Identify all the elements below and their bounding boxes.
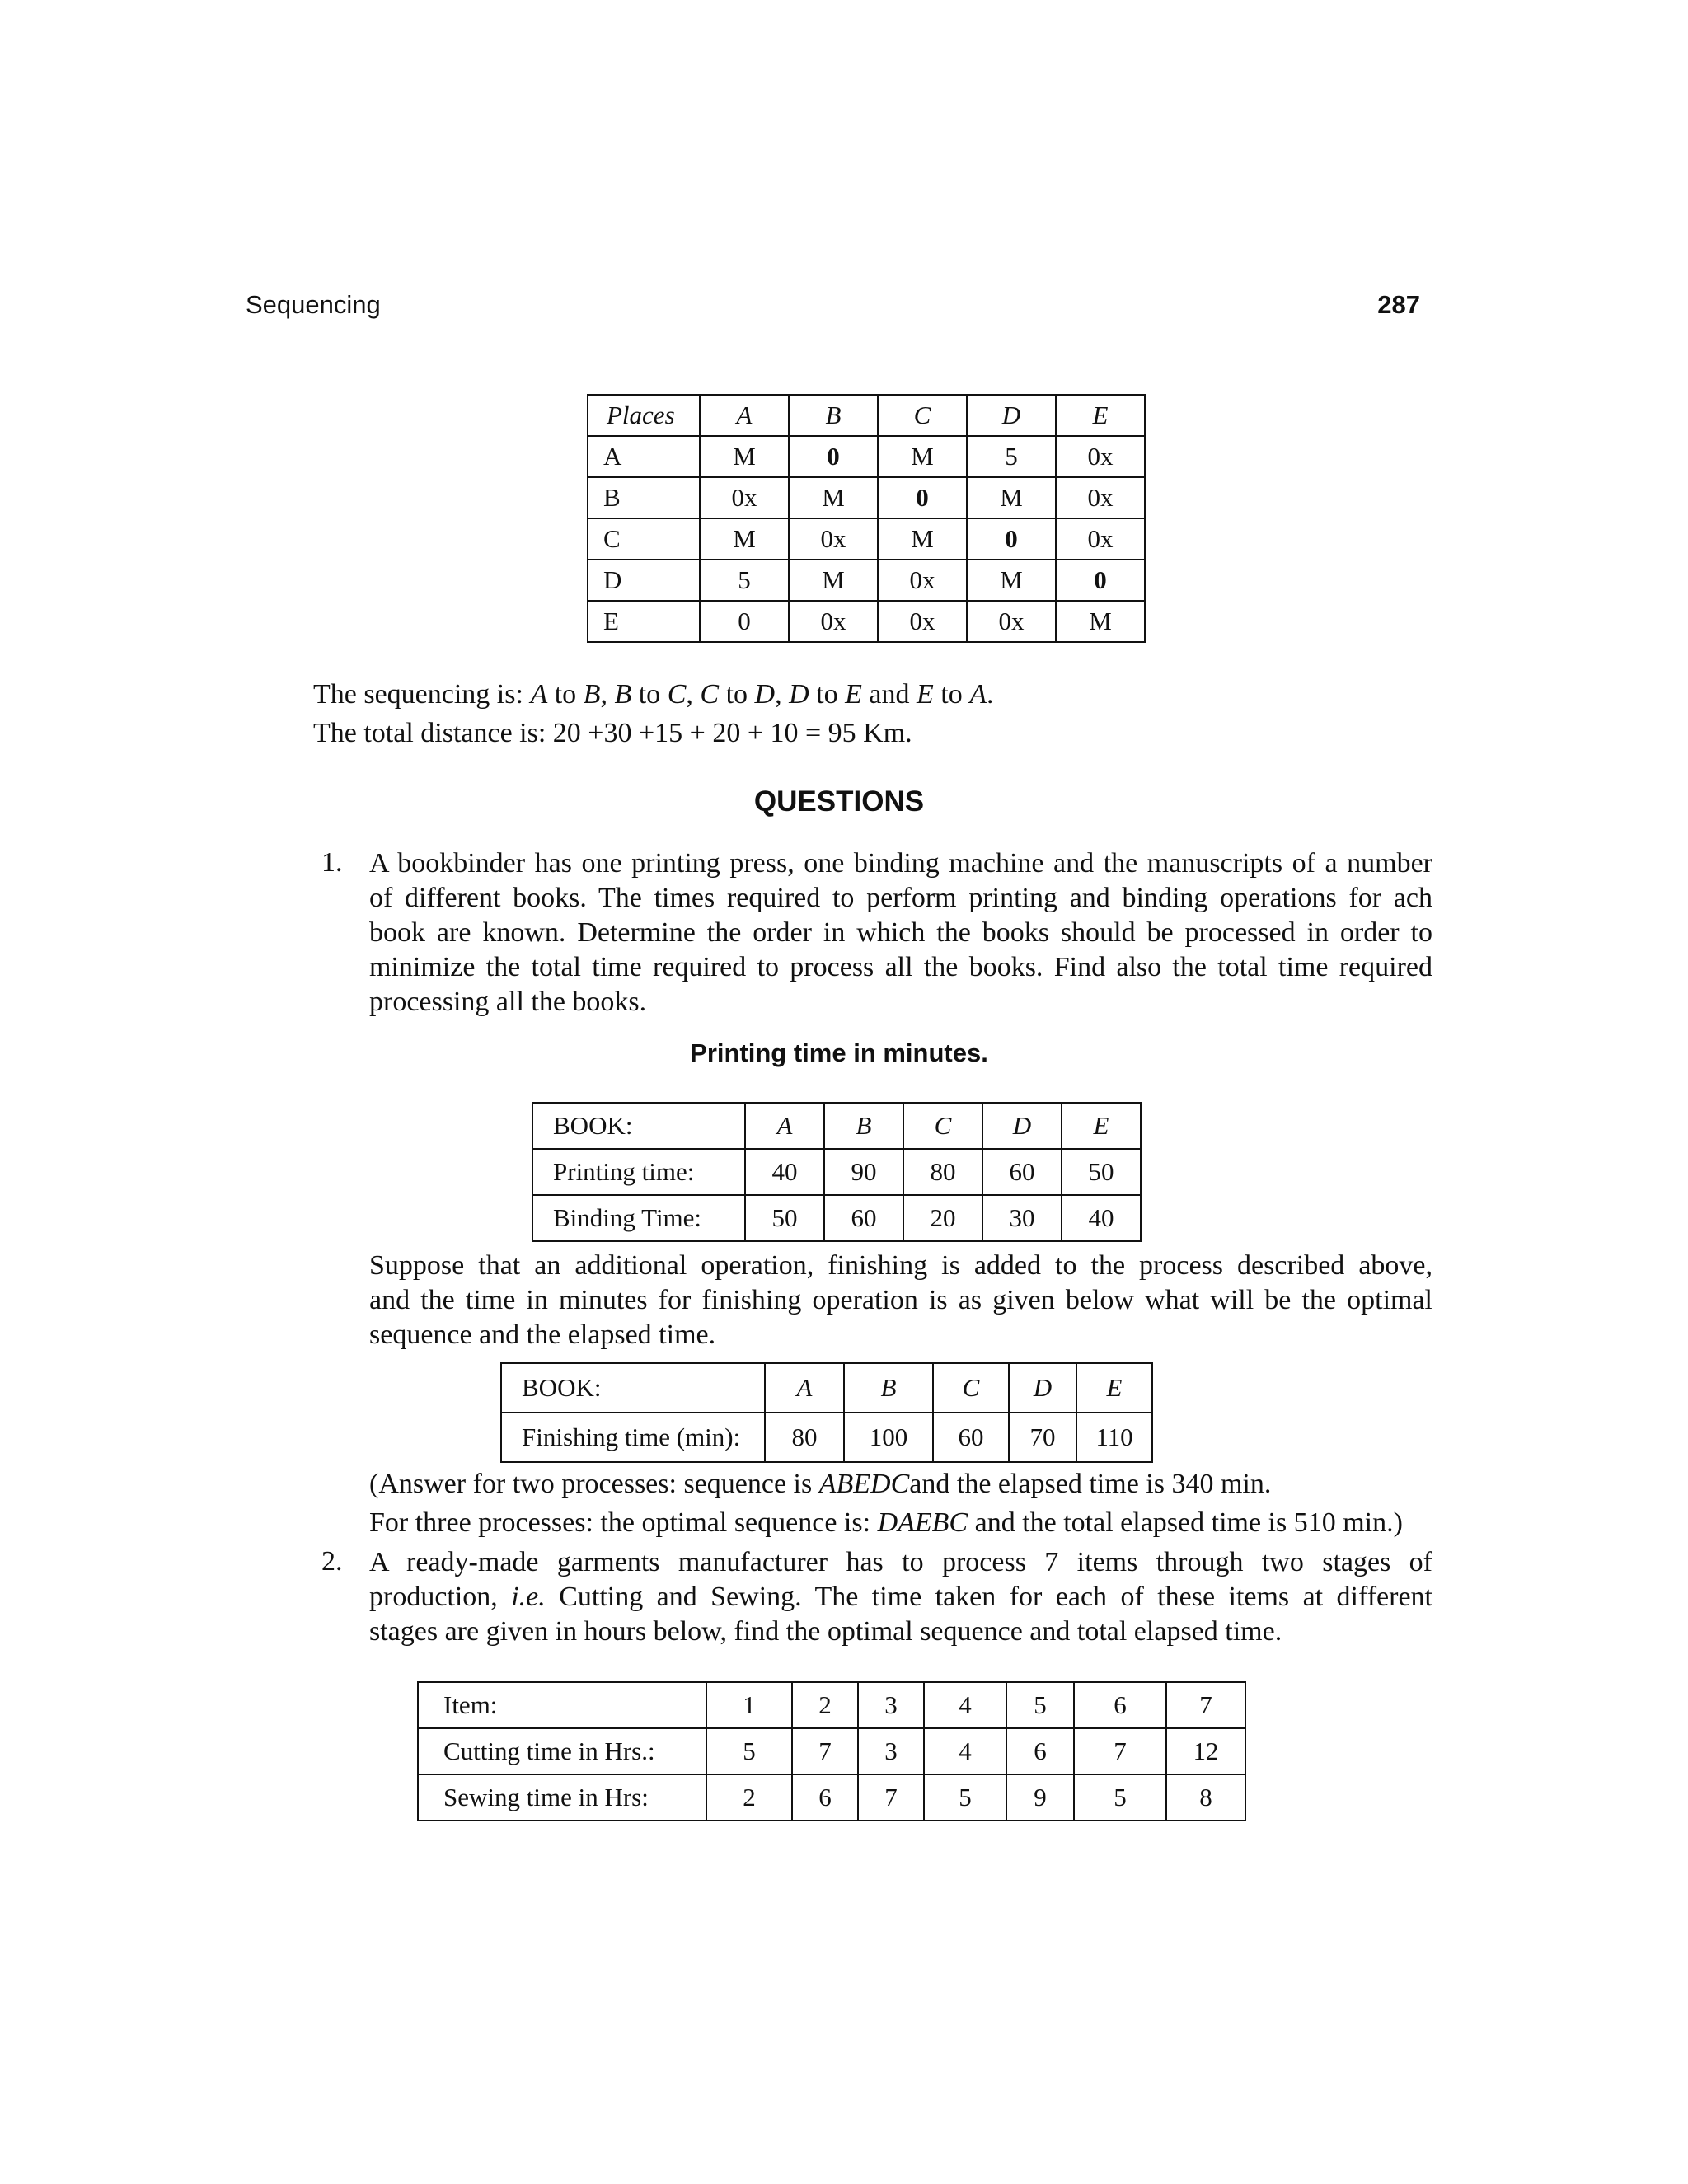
table-row bbox=[588, 560, 1145, 601]
table-cell: 0x bbox=[700, 477, 789, 518]
header-cell: 4 bbox=[924, 1682, 1006, 1728]
page-number: 287 bbox=[1377, 290, 1420, 319]
table-row bbox=[532, 1149, 1141, 1195]
sequencing-line: The sequencing is: A to B, B to C, C to D, D to E and E to A. bbox=[313, 679, 994, 710]
table-cell: 60 bbox=[824, 1195, 903, 1241]
table-cell: 110 bbox=[1076, 1413, 1152, 1462]
row-label: Finishing time (min): bbox=[501, 1413, 765, 1462]
table-cell: 20 bbox=[903, 1195, 982, 1241]
table-row bbox=[532, 1195, 1141, 1241]
table-cell: 0x bbox=[878, 601, 967, 642]
table-cell: 50 bbox=[1062, 1149, 1141, 1195]
table-cell: 0x bbox=[967, 601, 1056, 642]
table-cell: 7 bbox=[858, 1774, 924, 1821]
header-cell: 3 bbox=[858, 1682, 924, 1728]
header-cell: B bbox=[844, 1363, 933, 1413]
row-label: E bbox=[588, 601, 700, 642]
header-cell: C bbox=[933, 1363, 1009, 1413]
table-cell: 40 bbox=[1062, 1195, 1141, 1241]
row-label: D bbox=[588, 560, 700, 601]
table-cell: M bbox=[967, 560, 1056, 601]
table-cell: M bbox=[878, 436, 967, 477]
row-label: A bbox=[588, 436, 700, 477]
table-cell: 6 bbox=[792, 1774, 858, 1821]
header-cell: 5 bbox=[1006, 1682, 1074, 1728]
header-cell: 7 bbox=[1166, 1682, 1245, 1728]
table-cell: 0 bbox=[878, 477, 967, 518]
text-line: A ready-made garments manufacturer has to process 7 items through two stages of bbox=[369, 1547, 1432, 1577]
header-cell: C bbox=[878, 395, 967, 436]
table-row bbox=[588, 601, 1145, 642]
table-cell: 5 bbox=[700, 560, 789, 601]
table-cell: 100 bbox=[844, 1413, 933, 1462]
table-row bbox=[588, 477, 1145, 518]
table-cell: 90 bbox=[824, 1149, 903, 1195]
header-cell: A bbox=[700, 395, 789, 436]
table-row bbox=[588, 436, 1145, 477]
table-cell: 8 bbox=[1166, 1774, 1245, 1821]
text-line: Suppose that an additional operation, finishing is added to the process described above, bbox=[369, 1250, 1432, 1281]
header-cell: 2 bbox=[792, 1682, 858, 1728]
answer-line: (Answer for two processes: sequence is ABEDCand the elapsed time is 340 min. bbox=[369, 1469, 1272, 1499]
distance-table bbox=[587, 394, 1146, 643]
text-line: book are known. Determine the order in which the books should be processed in order to bbox=[369, 917, 1432, 948]
row-label: B bbox=[588, 477, 700, 518]
table-cell: 5 bbox=[1074, 1774, 1166, 1821]
table-cell: 3 bbox=[858, 1728, 924, 1774]
table-cell: M bbox=[967, 477, 1056, 518]
table-cell: M bbox=[1056, 601, 1145, 642]
row-label: Sewing time in Hrs: bbox=[418, 1774, 706, 1821]
table-cell: 7 bbox=[1074, 1728, 1166, 1774]
table-cell: 5 bbox=[924, 1774, 1006, 1821]
header-cell: D bbox=[967, 395, 1056, 436]
text-line: stages are given in hours below, find the optimal sequence and total elapsed time. bbox=[369, 1616, 1282, 1647]
text-line: of different books. The times required to perform printing and binding operations for ach bbox=[369, 883, 1432, 913]
table-header-row bbox=[501, 1363, 1152, 1413]
header-cell: BOOK: bbox=[532, 1103, 745, 1149]
header-cell: E bbox=[1062, 1103, 1141, 1149]
table-cell: M bbox=[700, 518, 789, 560]
finishing-time-table bbox=[500, 1362, 1153, 1463]
header-cell: A bbox=[745, 1103, 824, 1149]
table-cell: 7 bbox=[792, 1728, 858, 1774]
table-cell: M bbox=[789, 477, 878, 518]
header-cell: E bbox=[1076, 1363, 1152, 1413]
table-cell: 40 bbox=[745, 1149, 824, 1195]
header-cell: B bbox=[789, 395, 878, 436]
table-cell: 60 bbox=[982, 1149, 1062, 1195]
table-cell: 0 bbox=[700, 601, 789, 642]
header-cell: 6 bbox=[1074, 1682, 1166, 1728]
table-cell: M bbox=[700, 436, 789, 477]
table-row bbox=[588, 518, 1145, 560]
table-cell: M bbox=[789, 560, 878, 601]
header-cell: BOOK: bbox=[501, 1363, 765, 1413]
table-cell: 5 bbox=[706, 1728, 792, 1774]
book-times-table bbox=[532, 1102, 1142, 1242]
table-cell: 80 bbox=[903, 1149, 982, 1195]
table-row bbox=[501, 1413, 1152, 1462]
table-header-row bbox=[588, 395, 1145, 436]
table-row bbox=[418, 1728, 1245, 1774]
question-number: 1. bbox=[321, 847, 343, 878]
text-line: sequence and the elapsed time. bbox=[369, 1319, 716, 1350]
table-cell: 0x bbox=[789, 518, 878, 560]
table-row bbox=[418, 1774, 1245, 1821]
table-cell: 0x bbox=[1056, 436, 1145, 477]
text-line: and the time in minutes for finishing operation is as given below what will be the optimal bbox=[369, 1285, 1432, 1315]
table-cell: 0x bbox=[878, 560, 967, 601]
header-cell: Item: bbox=[418, 1682, 706, 1728]
header-cell: D bbox=[982, 1103, 1062, 1149]
garment-times-table bbox=[417, 1681, 1246, 1821]
header-cell: A bbox=[765, 1363, 844, 1413]
table-cell: 0 bbox=[789, 436, 878, 477]
table-cell: 2 bbox=[706, 1774, 792, 1821]
table-cell: 70 bbox=[1009, 1413, 1076, 1462]
table-cell: 12 bbox=[1166, 1728, 1245, 1774]
text-line: A bookbinder has one printing press, one binding machine and the manuscripts of a number bbox=[369, 848, 1432, 879]
table-cell: 80 bbox=[765, 1413, 844, 1462]
table-cell: 30 bbox=[982, 1195, 1062, 1241]
header-cell: D bbox=[1009, 1363, 1076, 1413]
table-header-row bbox=[532, 1103, 1141, 1149]
header-cell: Places bbox=[588, 395, 700, 436]
header-cell: E bbox=[1056, 395, 1145, 436]
table-cell: 4 bbox=[924, 1728, 1006, 1774]
table-cell: 60 bbox=[933, 1413, 1009, 1462]
text-line: production, i.e. Cutting and Sewing. The time taken for each of these items at different bbox=[369, 1582, 1432, 1612]
table-cell: 5 bbox=[967, 436, 1056, 477]
table-caption: Printing time in minutes. bbox=[690, 1038, 988, 1067]
running-head-section: Sequencing bbox=[246, 290, 381, 319]
table-header-row bbox=[418, 1682, 1245, 1728]
row-label: Cutting time in Hrs.: bbox=[418, 1728, 706, 1774]
question-number: 2. bbox=[321, 1546, 343, 1577]
question-1-text bbox=[369, 846, 1432, 1019]
text-line: processing all the books. bbox=[369, 987, 647, 1017]
table-cell: 50 bbox=[745, 1195, 824, 1241]
suppose-paragraph bbox=[369, 1249, 1432, 1352]
row-label: Binding Time: bbox=[532, 1195, 745, 1241]
table-cell: 0 bbox=[1056, 560, 1145, 601]
table-cell: 6 bbox=[1006, 1728, 1074, 1774]
header-cell: B bbox=[824, 1103, 903, 1149]
row-label: Printing time: bbox=[532, 1149, 745, 1195]
table-cell: 0 bbox=[967, 518, 1056, 560]
total-distance-line: The total distance is: 20 +30 +15 + 20 + 10 = 95 Km. bbox=[313, 718, 912, 748]
text-line: minimize the total time required to process all the books. Find also the total time required bbox=[369, 952, 1432, 982]
table-cell: M bbox=[878, 518, 967, 560]
question-2-text bbox=[369, 1545, 1432, 1649]
table-cell: 0x bbox=[789, 601, 878, 642]
table-cell: 9 bbox=[1006, 1774, 1074, 1821]
header-cell: 1 bbox=[706, 1682, 792, 1728]
answer-line: For three processes: the optimal sequence is: DAEBC and the total elapsed time is 510 min.) bbox=[369, 1507, 1403, 1538]
table-cell: 0x bbox=[1056, 477, 1145, 518]
header-cell: C bbox=[903, 1103, 982, 1149]
questions-heading: QUESTIONS bbox=[753, 785, 925, 818]
row-label: C bbox=[588, 518, 700, 560]
table-cell: 0x bbox=[1056, 518, 1145, 560]
